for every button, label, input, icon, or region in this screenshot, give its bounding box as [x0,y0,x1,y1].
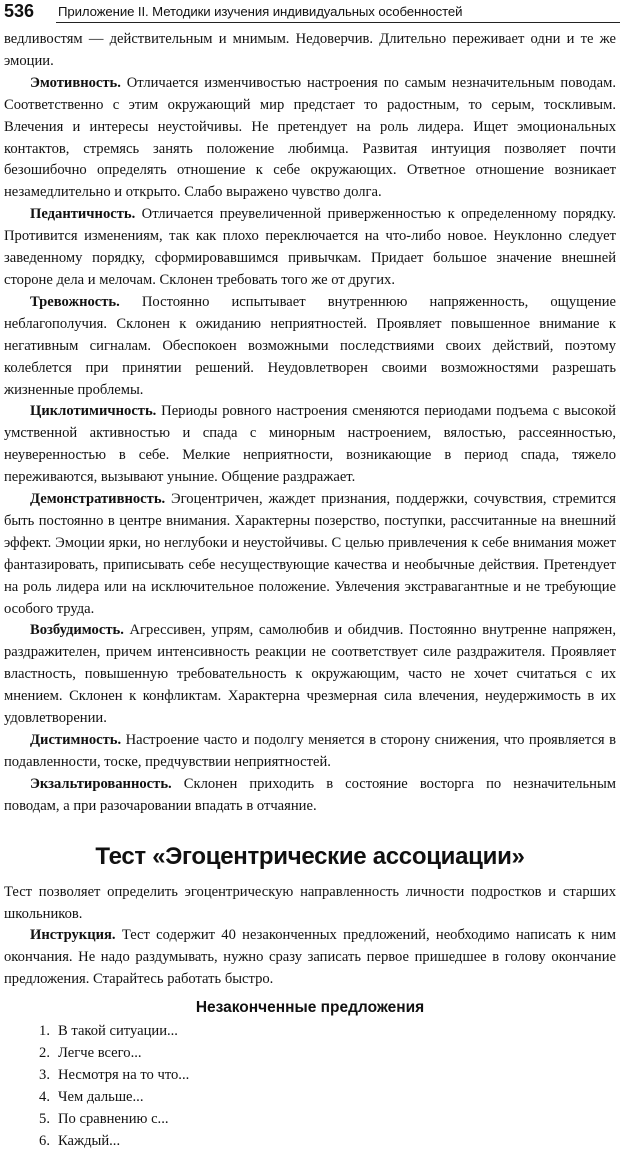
term: Демонстративность. [30,491,166,508]
list-item: 3. Несмотря на то что... [39,1066,190,1083]
paragraph-pedantichnost: Педантичность. Отличается преувеличенной приверженностью к определенному порядку. Противится изменениям, так как плохо переключается на что-либо новое. Неуклонно следует заведенному порядку, сформировавшимся привычкам. Придает большое значение внешней стороне дела и мелочам. Склонен требовать того же от других. [4,206,616,288]
paragraph-distimnost: Дистимность. Настроение часто и подолгу меняется в сторону снижения, что проявляется в подавленности, тоске, предчувствии неприятностей. [4,732,616,770]
test-title: Тест «Эгоцентрические ассоциации» [95,842,525,870]
items-subtitle: Незаконченные предложения [195,999,425,1017]
page-body [4,29,616,1153]
term: Эмотивность. [30,74,121,91]
paragraph-tsiklotimichnost: Циклотимичность. Периоды ровного настроения сменяются периодами подъема с высокой умственной активностью и спада с минорным настроением, вялостью, рассеянностью, неуверенностью в себе. Мелкие неприятности, возникающие в период спада, тяжело переживаются, вызывают уныние. Общение раздражает. [4,403,616,486]
paragraph-vozbudimost: Возбудимость. Агрессивен, упрям, самолюбив и обидчив. Постоянно внутренне напряжен, раздражителен, причем интенсивность реакции не соответствует силе раздражителя. Проявляет властность, повышенную требовательность к окружающим, часто не хочет считаться с их мнением. Склонен к конфликтам. Характерна чрезмерная сила влечения, неудержимость в их удовлетворении. [4,622,616,727]
list-item: 4. Чем дальше... [39,1088,144,1105]
list-item: 6. Каждый... [39,1132,121,1149]
header-rule [56,22,620,23]
term: Дистимность. [30,732,122,748]
paragraph-continuation: ведливостям — действительным и мнимым. Недоверчив. Длительно переживает одни и те же эмоции. [4,31,616,69]
paragraph-emotivnost: Эмотивность. Отличается изменчивостью настроения по самым незначительным поводам. Соответственно с этим окружающий мир предстает то радостным, то серым, тоскливым. Влечения и интересы неустойчивы. Не претендует на роль лидера. Ищет эмоциональных контактов, стремясь занять положение любимца. Развитая интуиция позволяет почти безошибочно определять отношение к себе окружающих. Ответное отношение возникает незамедлительно и открыто. Слабо выражено чувство долга. [4,74,616,201]
term: Циклотимичность. [30,403,157,420]
test-instruction: Инструкция. Тест содержит 40 незаконченных предложений, необходимо написать к ним окончания. Не надо раздумывать, нужно сразу записать первое пришедшее в голову окончание предложения. Старайтесь работать быстро. [4,927,616,988]
list-item: 5. По сравнению с... [39,1110,169,1127]
test-intro: Тест позволяет определить эгоцентрическую направленность личности подростков и старших школьников. [4,883,616,922]
running-head: Приложение II. Методики изучения индивидуальных особенностей [58,4,463,19]
paragraph-ekzaltirovannost: Экзальтированность. Склонен приходить в состояние восторга по незначительным поводам, а при разочаровании впадать в отчаяние. [4,775,616,814]
term: Инструкция. [30,927,116,944]
page-number: 536 [4,1,35,21]
paragraph-trevozhnost: Тревожность. Постоянно испытывает внутреннюю напряженность, ощущение неблагополучия. Склонен к ожиданию неприятностей. Проявляет повышенное внимание к негативным сигналам. Обеспокоен возможными последствиями своих действий, поэтому колеблется при принятии решений. Неудовлетворен своими возможностями разрешать жизненные проблемы. [4,293,616,398]
term: Тревожность. [30,293,120,310]
page-header [0,0,620,26]
list-item: 2. Легче всего... [39,1045,142,1062]
term: Возбудимость. [30,622,124,639]
sentence-list [4,1021,616,1152]
term: Педантичность. [30,206,136,223]
list-item: 1. В такой ситуации... [39,1023,178,1040]
paragraph-demonstrativnost: Демонстративность. Эгоцентричен, жаждет признания, поддержки, сочувствия, стремится быть постоянно в центре внимания. Характерны позерство, поступки, рассчитанные на внешний эффект. Эмоции ярки, но неглубоки и неустойчивы. С целью привлечения к себе внимания может фантазировать, приписывать себе несуществующие качества и необычные действия. Претендует на роль лидера или на исключительное положение. Увлечения экстравагантные и не требующие особого труда. [4,491,616,617]
term: Экзальтированность. [30,775,172,792]
